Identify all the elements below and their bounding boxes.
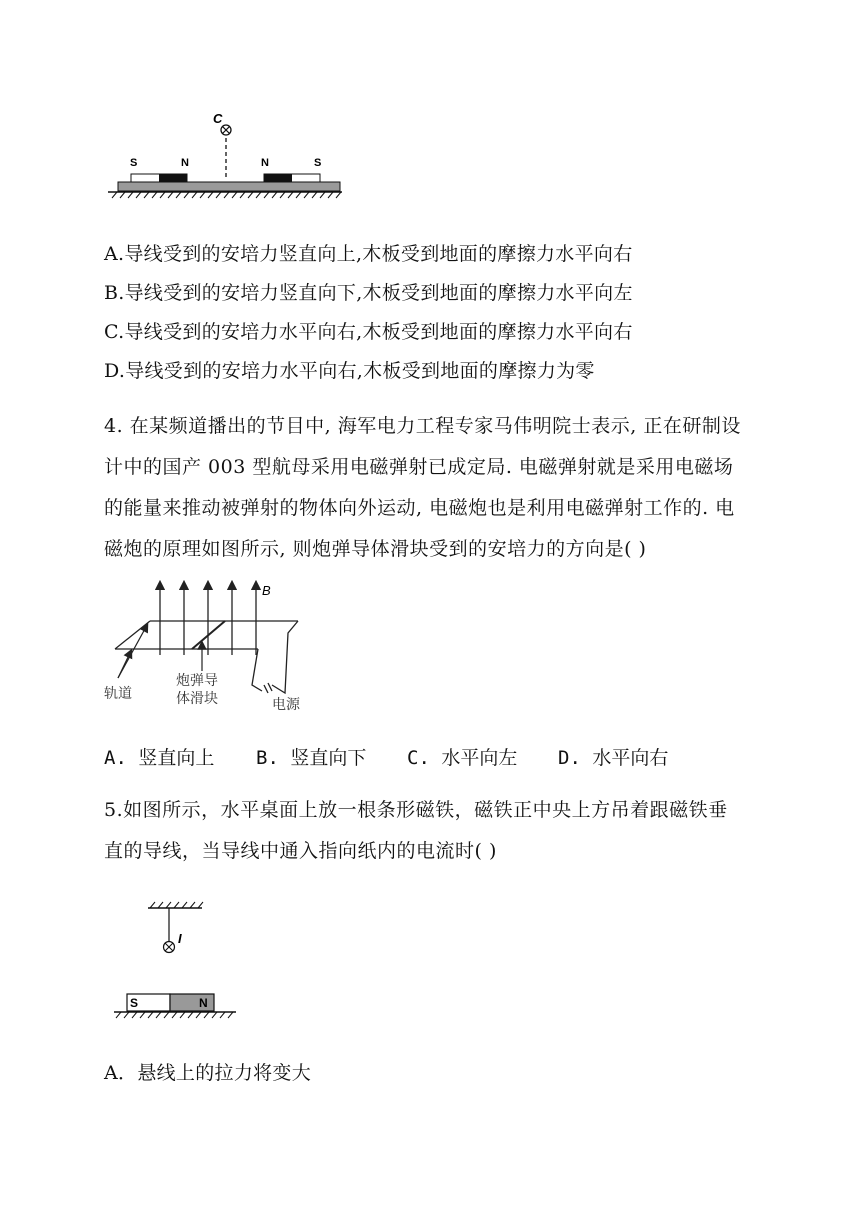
option-a: A.导线受到的安培力竖直向上,木板受到地面的摩擦力水平向右 — [104, 243, 633, 265]
magnet-label-3: N — [261, 157, 269, 169]
question-5-line-1: 5.如图所示，水平桌面上放一根条形磁铁，磁铁正中央上方吊着跟磁铁垂 — [104, 799, 728, 821]
option-b: B.导线受到的安培力竖直向下,木板受到地面的摩擦力水平向左 — [104, 282, 633, 304]
q4-option-a: A. 竖直向上 — [104, 747, 215, 769]
label-slider-1: 炮弹导 — [176, 672, 218, 688]
magnet-label-n: N — [199, 996, 208, 1010]
magnetic-field-arrows — [160, 585, 256, 655]
question-4-line-2: 计中的国产 003 型航母采用电磁弹射已成定局. 电磁弹射就是采用电磁场 — [104, 456, 734, 478]
magnet-label-2: N — [181, 157, 189, 169]
label-b: B — [262, 583, 271, 598]
label-c: C — [213, 111, 223, 126]
label-power: 电源 — [272, 696, 300, 712]
question-4-line-1: 4. 在某频道播出的节目中, 海军电力工程专家马伟明院士表示, 正在研制设 — [104, 415, 741, 437]
figure-railgun — [100, 573, 320, 721]
label-slider-2: 体滑块 — [176, 690, 218, 706]
question-5-line-2: 直的导线，当导线中通入指向纸内的电流时( ) — [104, 840, 497, 862]
question-5 — [104, 790, 754, 872]
figure-magnets-board — [104, 106, 344, 206]
wooden-board — [118, 182, 340, 191]
q4-option-c: C. 水平向左 — [407, 747, 518, 769]
question-4 — [104, 406, 754, 570]
question-4-line-4: 磁炮的原理如图所示, 则炮弹导体滑块受到的安培力的方向是( ) — [104, 538, 647, 560]
figure-bar-magnet — [110, 900, 250, 1030]
q5-option-a: A．悬线上的拉力将变大 — [104, 1062, 312, 1084]
q4-option-b: B. 竖直向下 — [256, 747, 367, 769]
magnet-label-s: S — [130, 996, 139, 1010]
option-c: C.导线受到的安培力水平向右,木板受到地面的摩擦力水平向右 — [104, 321, 633, 343]
label-i: I — [178, 931, 182, 946]
q4-option-d: D. 水平向右 — [558, 747, 669, 769]
magnet-label-4: S — [314, 157, 322, 169]
option-d: D.导线受到的安培力水平向右,木板受到地面的摩擦力为零 — [104, 360, 595, 382]
label-rail: 轨道 — [104, 685, 132, 701]
magnet-label-1: S — [130, 157, 138, 169]
question-4-line-3: 的能量来推动被弹射的物体向外运动, 电磁炮也是利用电磁弹射工作的. 电 — [104, 497, 735, 519]
